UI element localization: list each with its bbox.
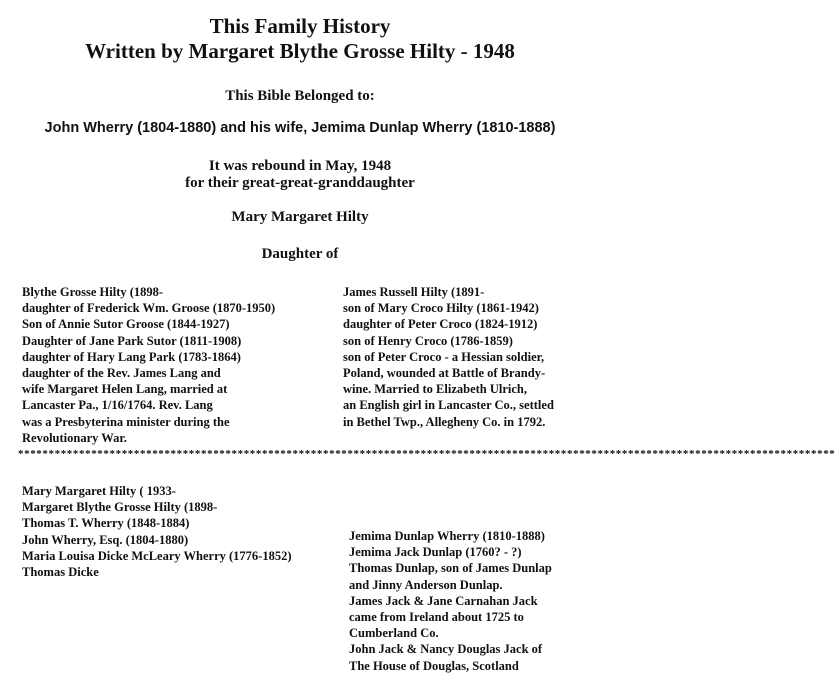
bible-owners: John Wherry (1804-1880) and his wife, Jemima Dunlap Wherry (1810-1888) (44, 120, 556, 136)
mother-lineage-list (22, 284, 275, 446)
lineage-line: James Jack & Jane Carnahan Jack (349, 593, 538, 608)
lineage-line: Thomas Dunlap, son of James Dunlap (349, 561, 552, 576)
lineage-line: Jemima Jack Dunlap (1760? - ?) (349, 545, 522, 560)
rebound-line-1: It was rebound in May, 1948 (208, 158, 392, 174)
dunlap-lineage-list (349, 528, 552, 674)
lineage-line: Daughter of Jane Park Sutor (1811-1908) (22, 333, 242, 348)
lineage-line: wife Margaret Helen Lang, married at (22, 382, 228, 397)
granddaughter-name: Mary Margaret Hilty (231, 209, 369, 225)
lineage-line: daughter of Peter Croco (1824-1912) (343, 317, 538, 332)
lineage-line: Thomas T. Wherry (1848-1884) (22, 516, 190, 531)
father-lineage-list (343, 284, 554, 430)
wherry-lineage-list (22, 483, 292, 580)
daughter-of-heading: Daughter of (261, 246, 339, 262)
lineage-line: The House of Douglas, Scotland (349, 658, 519, 673)
lineage-line: John Jack & Nancy Douglas Jack of (349, 642, 543, 657)
lineage-line: Maria Louisa Dicke McLeary Wherry (1776-1852) (22, 548, 292, 563)
asterisk-separator: ************************************************************************************************************************************** (18, 448, 835, 460)
lineage-line: in Bethel Twp., Allegheny Co. in 1792. (343, 414, 546, 429)
lineage-line: John Wherry, Esq. (1804-1880) (22, 532, 189, 547)
lineage-line: Son of Annie Sutor Groose (1844-1927) (22, 317, 230, 332)
lineage-line: Jemima Dunlap Wherry (1810-1888) (349, 529, 545, 543)
lineage-line: Margaret Blythe Grosse Hilty (1898- (22, 500, 218, 515)
lineage-line: an English girl in Lancaster Co., settled (343, 398, 554, 413)
bible-heading: This Bible Belonged to: (225, 88, 375, 104)
document-title: This Family History (209, 14, 391, 38)
lineage-line: Lancaster Pa., 1/16/1764. Rev. Lang (22, 398, 213, 413)
lineage-line: Mary Margaret Hilty ( 1933- (22, 484, 176, 498)
lineage-line: daughter of Frederick Wm. Groose (1870-1950) (22, 301, 276, 316)
lineage-line: son of Mary Croco Hilty (1861-1942) (343, 301, 539, 316)
lineage-line: came from Ireland about 1725 to (349, 610, 524, 625)
lineage-line: James Russell Hilty (1891- (343, 285, 485, 299)
lineage-line: daughter of the Rev. James Lang and (22, 366, 221, 381)
lineage-line: wine. Married to Elizabeth Ulrich, (343, 382, 527, 397)
lineage-line: son of Henry Croco (1786-1859) (343, 333, 513, 348)
lineage-line: daughter of Hary Lang Park (1783-1864) (22, 349, 241, 364)
document-subtitle: Written by Margaret Blythe Grosse Hilty - 1948 (85, 39, 515, 63)
lineage-line: son of Peter Croco - a Hessian soldier, (343, 349, 545, 364)
lineage-line: Poland, wounded at Battle of Brandy- (343, 366, 546, 381)
lineage-line: Revolutionary War. (22, 430, 127, 445)
lineage-line: and Jinny Anderson Dunlap. (349, 577, 503, 592)
lineage-line: Cumberland Co. (349, 626, 439, 641)
rebound-line-2: for their great-great-granddaughter (185, 175, 415, 191)
lineage-line: was a Presbyterina minister during the (22, 414, 230, 429)
lineage-line: Blythe Grosse Hilty (1898- (22, 285, 164, 299)
lineage-line: Thomas Dicke (22, 565, 99, 580)
